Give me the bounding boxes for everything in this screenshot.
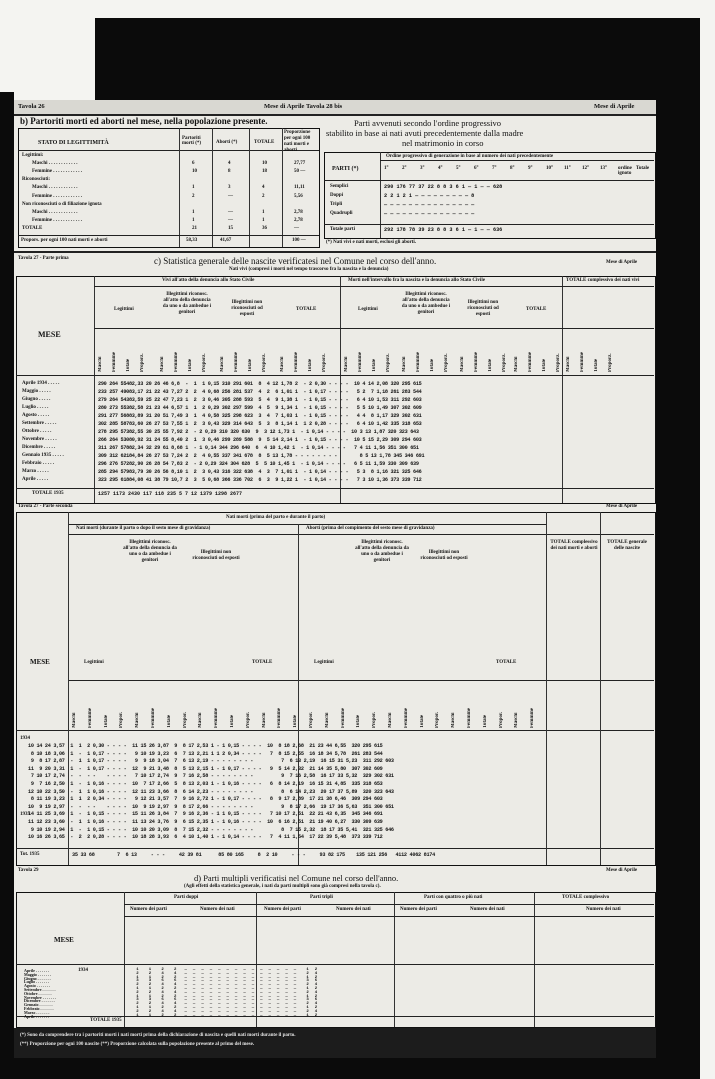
sec-c-month: Aprile 1934 . . . . . (22, 381, 60, 386)
sec-d-month: Novembre . . . . . . . (24, 994, 56, 1000)
sec-c-vcol: Maschi (344, 356, 349, 372)
sec-c2-data-row: 11 9 20 3,31 1 - 1 0,17 - - - - 12 9 21 3,48 8 5 13 2,15 1 - 1 0,17 - - - - 9 5 14 2,32 21 14 35 5,80 307 302 609 (28, 765, 383, 772)
sec-c-vcol: Totale (308, 358, 313, 372)
sec-d-title: d) Parti multipli verificatisi nel Comune nel corso dell'anno. (194, 873, 399, 883)
sec-c-totale-2: TOTALE (526, 307, 547, 312)
sec-d-g4: TOTALE complessivo (562, 895, 610, 900)
parti-row-values: 290 176 77 37 22 8 8 3 6 1 — 1 — — 628 (384, 184, 503, 190)
sec-c2-vcol: Femmine (214, 708, 220, 728)
sec-c-month: Settembre . . . . . (22, 421, 57, 426)
secb-cell-propor: 50 — (294, 169, 306, 175)
parti-title-3: nel matrimonio in corso (402, 138, 484, 148)
col-aborti: Aborti (*) (216, 140, 238, 145)
sec-d-month: Dicembre . . . . . . . (24, 998, 55, 1004)
sec-c2-data-row: 14 11 25 3,69 1 - 1 0,15 - - - - 15 11 26 3,84 7 9 16 2,36 - 1 1 0,15 - - - - 7 10 17 2,51 22 21 43 6,35 345 346 691 (28, 811, 383, 818)
sec-c-month: Luglio . . . . . (22, 405, 49, 410)
sec-c-month: Giugno . . . . . (22, 397, 51, 402)
secb-cell-totale: 2 (262, 193, 265, 199)
sec-d-month: Giugno . . . . . . . (24, 975, 51, 981)
sec-c-subtitle: Nati vivi (compresi i morti nel tempo trascorso fra la nascita e la denuncia) (229, 267, 389, 272)
sec-d-data-row: 2 2 4 4 — — — — — — — — — — — — — — 2 4 (132, 990, 317, 995)
sec-d-month: Ottobre . . . . . . . (24, 990, 52, 996)
sec-c-title: c) Statistica generale delle nascite verificatesi nel Comune nel corso dell'anno. (154, 256, 437, 266)
sec-c2-totale: TOTALE (252, 660, 273, 665)
sec-c2-vcol: Maschi (135, 712, 141, 728)
sec-d-month: Gennaio . . . . . . . (24, 1002, 53, 1008)
parti-title-1: Parti avvenuti secondo l'ordine progressivo (354, 118, 501, 128)
sec-c2-vcol: Propor. (498, 712, 504, 728)
sec-c-month: Aprile . . . . . (22, 477, 49, 482)
sec-c-data-row: 285 294 57983,79 30 26 56 8,10 1 2 3 0,43 316 322 638 4 3 7 1,01 1 - 1 0,14 - - - - 5 3 8 1,16 321 325 646 (98, 469, 422, 475)
parti-col-header: 2° (402, 166, 407, 171)
parti-col-header: 11° (564, 166, 571, 171)
sec-d-mese: MESE (54, 936, 74, 944)
sec-c-data-row: 278 295 57382,55 30 25 55 7,92 2 - 2 0,29 310 320 630 9 3 12 1,73 1 - 1 0,14 - - - - 10 3 13 1,87 320 323 643 (98, 429, 419, 435)
sec-c-vcol: Proporz. (202, 353, 207, 372)
secb-cell-aborti: 3 (228, 185, 231, 191)
header-tavola-left: Tavola 26 (18, 103, 45, 110)
secb-cell-totale: 10 (262, 161, 267, 167)
secb-cell-partoriti: 21 (192, 225, 197, 231)
propor-c: 100 — (292, 238, 306, 243)
sec-d-data-row: 3 3 6 6 — — — — — — — — — — — — — — 3 6 (132, 998, 317, 1003)
sec-c2-vcol: Totale (482, 714, 488, 728)
parti-col-header: 6° (474, 166, 479, 171)
sec-c-vcol: Proporz. (386, 353, 391, 372)
sec-c-totale: TOTALE (296, 307, 317, 312)
parti-col-header: 13° (600, 166, 607, 171)
sec-d-sub-nati-3: Numero dei nati (470, 907, 505, 912)
sec-d-sub-nati-4: Numero dei nati (586, 907, 621, 912)
sec-c-vcol: Proporz. (502, 353, 507, 372)
sec-d-month: Luglio . . . . . . . (24, 979, 50, 985)
sec-c2-tot-label: Tot. 1935 (20, 852, 40, 857)
sec-c-vcol: Proporz. (444, 353, 449, 372)
parti-row-label: Tripli (330, 202, 343, 207)
sec-d-data-row: 1 1 2 2 — — — — — — — — — — — — — — 1 2 (132, 994, 317, 999)
secb-cell-totale: 1 (262, 217, 265, 223)
sec-c2-vcol: Propor. (372, 712, 378, 728)
sec-c-vcol: Femmine (580, 352, 585, 372)
sec-c2-g4: TOTALE generale delle nascite (607, 540, 647, 551)
sec-c-vcol: Maschi (280, 356, 285, 372)
sec-c2-g2: Aborti (prima del compimento del sesto mese di gravidanza) (306, 526, 435, 531)
sec-d-data-row: 3 3 6 6 — — — — — — — — — — — — — — 3 6 (132, 979, 317, 984)
sec-c-vcol: Maschi (566, 356, 571, 372)
sec-c-vcol: Totale (126, 358, 131, 372)
sec-d-data-row: 2 2 4 4 — — — — — — — — — — — — — — 2 4 (132, 1009, 317, 1014)
secb-row-label: Maschi . . . . . . . . . . . . (32, 185, 78, 191)
sec-d-g1: Parti doppi (174, 895, 199, 900)
parti-row-values: — — — — — — — — — — — — — — — (384, 202, 475, 208)
sec-c2-vcol: Femmine (530, 708, 536, 728)
col-stato: STATO DI LEGITTIMITÀ (38, 140, 109, 146)
sec-d-data-row: 1 1 2 2 — — — — — — — — — — — — — — 1 2 (132, 1013, 317, 1018)
propor-b: 41,67 (220, 238, 232, 243)
sec-c-vcol: Totale (594, 358, 599, 372)
parti-row-values: 292 178 78 39 23 8 8 3 6 1 — 1 — — 636 (384, 227, 503, 233)
footnote-1: (*) Sono da comprendere tra i partoriti morti i nati morti prima della dichiarazione di nascita e quelli nati morti durante il parto. (20, 1033, 296, 1038)
sec-d-table (16, 892, 656, 1028)
sec-d-year: 1934 (78, 968, 88, 973)
sec-c2-data-row: 10 9 19 2,97 - - - - - - - - 10 9 19 2,97 9 8 17 2,66 - - - - - - - - 9 8 17 2,66 19 17 36 5,63 351 300 651 (28, 803, 394, 810)
sec-c2-vcol: Maschi (198, 712, 204, 728)
sec-c2-vcol: Totale (103, 714, 109, 728)
parti-col-header: 12° (582, 166, 589, 171)
sec-c-vcol: Totale (372, 358, 377, 372)
parti-row-label: Quadrupli (330, 211, 353, 216)
sec-c-ill-ric-2: Illegittimi riconosc. all'atto della denuncia da uno o da ambedue i genitori (401, 292, 451, 315)
sec-c-data-row: 233 257 49083,17 21 22 43 7,27 2 2 4 0,68 256 281 537 4 2 6 1,01 1 - 1 0,17 - - - - 5 2 7 1,18 261 283 544 (98, 389, 422, 395)
secb-cell-aborti: 4 (228, 161, 231, 167)
sec-c2-vcol: Propor. (309, 712, 314, 728)
sec-c-vcol: Femmine (294, 352, 299, 372)
sec-c-vcol: Totale (488, 358, 493, 372)
sec-d-data-row: 1 1 2 2 — — — — — — — — — — — — — — 1 2 (132, 968, 317, 972)
sec-d-data-row: 1 1 2 2 — — — — — — — — — — — — — — 1 2 (132, 987, 317, 991)
secb-cell-totale: 36 (262, 225, 267, 231)
secb-cell-aborti: 8 (228, 169, 231, 175)
sec-c2-ill-non-2: Illegittimi non riconosciuti od esposti (420, 550, 468, 561)
sec-c-vcol: Maschi (514, 356, 519, 372)
sec-c2-vcol: Femmine (467, 708, 472, 728)
sec-d-totale: TOTALE 1935 (90, 1018, 122, 1023)
sec-c2-vcol: Maschi (72, 712, 77, 728)
sec-c2-vcol: Totale (230, 714, 235, 728)
sec-c2-data-row: 8 10 18 3,06 1 - 1 0,17 - - - - 9 10 19 3,23 6 7 13 2,21 1 1 2 0,34 - - - - 7 8 15 2,55 16 18 34 5,78 261 283 544 (28, 750, 383, 757)
sec-c2-data-row: 12 10 22 3,50 - 1 1 0,16 - - - - 12 11 23 3,66 8 6 14 2,23 - - - - - - - - 8 6 14 2,23 20 17 37 5,89 320 323 643 (28, 788, 394, 795)
sec-c2-total-row: 35 33 68 7 6 13 - - - 42 39 81 85 80 165 8 2 10 - - - 93 82 175 135 121 256 4112 4062 8174 (72, 852, 435, 858)
sec-c-vcol: Femmine (358, 352, 363, 372)
sec-d-data-row: 1 1 2 2 — — — — — — — — — — — — — — 1 2 (132, 975, 317, 980)
sec-c-legittimi: Legittimi (114, 307, 134, 312)
sec-d-month: Febbraio . . . . . . . (24, 1006, 54, 1011)
sec-d-subtitle: (Agli effetti della statistica generale, i nati da parti multipli sono già compresi nella tavola c). (184, 884, 381, 889)
sec-c2-data-row: 10 14 24 3,57 1 1 2 0,30 - - - - 11 15 26 3,87 9 8 17 2,53 1 - 1 0,15 - - - - 10 8 18 2,68 21 23 44 6,55 320 295 615 (28, 743, 383, 749)
sec-c-month: Marzo . . . . . (22, 469, 49, 474)
secb-row-label: Femmine . . . . . . . . . . . . (32, 193, 82, 199)
sec-c2-vcol: Femmine (87, 708, 93, 728)
sec-c2-data-row: 11 12 23 3,60 - 1 1 0,16 - - - - 11 13 24 3,76 9 6 15 2,35 1 - 1 0,16 - - - - 10 6 16 2,51 21 19 40 6,27 330 309 639 (28, 819, 383, 825)
sec-c2-g3: TOTALE complessivo dei nati morti e aborti (550, 540, 598, 551)
sec-c2-vcol: Propor. (435, 712, 441, 728)
sec-c2-vcol: Totale (166, 714, 172, 728)
top-white-margin (0, 0, 95, 95)
parti-subheader: Ordine progressivo di generazione in base al numero dei nati precedentemente (386, 154, 554, 159)
secb-cell-propor: 2,78 (294, 217, 303, 223)
sec-c-month: Dicembre . . . . . (22, 445, 56, 450)
sec-c-month: Agosto . . . . . (22, 413, 50, 418)
secb-row-label: Femmine . . . . . . . . . . . . (32, 217, 82, 223)
sec-c-month: Febbraio . . . . . (22, 461, 54, 466)
sec-c2-vcol: Maschi (451, 712, 457, 728)
sec-c-data-row: 280 273 55382,58 21 23 44 6,57 1 1 2 0,29 302 297 599 4 5 9 1,34 1 - 1 0,15 - - - - 5 5 10 1,49 307 302 609 (98, 405, 422, 411)
sec-c2-ill-ric-2: Illegittimi riconosc. all'atto della denuncia da uno o da ambedue i genitori (355, 540, 409, 563)
sec-c2-ill-non: Illegittimi non riconosciuti od esposti (192, 550, 240, 561)
secb-cell-propor: 27,77 (294, 161, 306, 167)
sec-c-vcol: Totale (188, 358, 193, 372)
section-b-title: b) Partoriti morti ed aborti nel mese, nella popolazione presente. (20, 116, 268, 126)
sec-d-month: Aprile . . . . . . . (24, 968, 49, 973)
sec-d-g3: Parti con quattro o più nati (424, 895, 483, 900)
secb-cell-totale: 4 (262, 185, 265, 191)
col-propor: Proporzione per ogni 100 nati morti e aborti (284, 130, 311, 153)
sec-c2-vcol: Propor. (245, 712, 251, 728)
sec-c2-vcol: Totale (293, 714, 299, 728)
sec-c-month: Novembre . . . . . (22, 437, 57, 442)
sec-c-vcol: Maschi (98, 356, 103, 372)
parti-col-header: 7° (492, 166, 497, 171)
sec-d-data-row: 2 2 4 4 — — — — — — — — — — — — — — 2 4 (132, 971, 317, 976)
sec-c-tavola: Tavola 27 - Parte prima (18, 256, 69, 261)
sec-c2-vcol: Totale (419, 714, 425, 728)
sec-c2-vcol: Femmine (340, 708, 346, 728)
sec-c2-vcol: Maschi (514, 712, 520, 728)
sec-c-data-row: 311 267 57882,34 32 29 61 8,68 1 - 1 0,14 344 296 640 6 4 10 1,42 1 - 1 0,14 - - - - 7 4 11 1,56 351 300 651 (98, 445, 419, 451)
sec-c-vcol: Proporz. (140, 353, 145, 372)
secb-cell-partoriti: 1 (192, 217, 195, 223)
sec-c2-ill-ric: Illegittimi riconosc. all'atto della denuncia da uno o da ambedue i genitori (123, 540, 177, 563)
header-right: Mese di Aprile (594, 103, 635, 110)
sec-c-data-row: 309 312 62184,84 26 27 53 7,24 2 2 4 0,55 337 341 678 8 5 13 1,78 - - - - - - - - 8 5 13 1,78 345 346 691 (98, 453, 425, 459)
sec-d-month: Settembre . . . . . . . (24, 987, 56, 992)
sec-c-data-row: 323 295 61884,08 41 38 79 10,7 2 3 5 0,68 366 336 702 6 3 9 1,22 1 - 1 0,14 - - - - 7 3 10 1,36 373 339 712 (98, 477, 422, 483)
sec-c-vcol: Maschi (160, 356, 165, 372)
sec-c-vcol: Femmine (416, 352, 421, 372)
sec-c-vcol: Maschi (220, 356, 225, 372)
sec-c-vcol: Totale (430, 358, 435, 372)
parti-row-values: — — — — — — — — — — — — — — — (384, 211, 475, 217)
sec-c2-vcol: Femmine (277, 708, 283, 728)
sec-c2-vcol: Totale (356, 714, 362, 728)
sec-d-sub-parti-1: Numero dei parti (130, 907, 167, 912)
sec-c-mese: MESE (38, 330, 61, 339)
sec-c-month: Gennaio 1935 . . . . . (22, 453, 64, 458)
secb-cell-partoriti: 10 (192, 169, 197, 175)
parti-col-header: 8° (510, 166, 515, 171)
secb-cell-propor: 11,11 (294, 185, 305, 191)
secb-cell-aborti: — (228, 209, 233, 215)
sec-c2-vcol: Maschi (261, 712, 267, 728)
secb-row-label: Non riconosciuti o di filiazione ignota (22, 201, 102, 207)
sec-c2-year2: 1935 (20, 812, 30, 817)
sec-c-data-row: 291 277 56883,89 31 20 51 7,49 3 1 4 0,58 325 298 623 3 4 7 1,03 1 - 1 0,15 - - - - 4 4 8 1,17 329 302 631 (98, 413, 422, 419)
secb-row-label: TOTALE (22, 225, 43, 231)
sec-c-vcol: Proporz. (608, 353, 613, 372)
parti-row-values: 2 2 1 2 1 — — — — — — — — — 8 (384, 193, 475, 199)
parti-col-header: 3° (420, 166, 425, 171)
sec-c-vcol: Femmine (174, 352, 179, 372)
sec-d-sub-parti-3: Numero dei parti (400, 907, 437, 912)
sec-c-vcol: Totale (542, 358, 547, 372)
secb-cell-propor: — (294, 225, 299, 231)
secb-cell-partoriti: 1 (192, 185, 195, 191)
sec-c-total-row: 1257 1173 2430 117 118 235 5 7 12 1379 1298 2677 (98, 491, 243, 497)
sec-c-g3: TOTALE complessivo dei nati vivi (566, 278, 640, 283)
secb-row-label: Femmine . . . . . . . . . . . . (32, 169, 82, 175)
sec-c2-right: Mese di Aprile (606, 504, 638, 509)
parti-col-header: 10° (546, 166, 553, 171)
sec-c2-vcol: Propor. (119, 712, 125, 728)
sec-c-vcol: Femmine (528, 352, 533, 372)
scan-dark-border-top (95, 18, 700, 108)
secb-cell-aborti: — (228, 193, 233, 199)
sec-c-month: Ottobre . . . . . (22, 429, 52, 434)
sec-c-ill-non-2: Illegittimi non riconosciuti od esposti (467, 300, 499, 317)
sec-c-ill-non: Illegittimi non riconosciuti od esposti (231, 300, 263, 317)
secb-cell-totale: 1 (262, 209, 265, 215)
scan-dark-border-bottom (0, 1058, 700, 1079)
secb-cell-partoriti: 6 (192, 161, 195, 167)
sec-c2-year1: 1934 (20, 736, 30, 741)
sec-c2-data-row: 9 10 19 2,94 1 - 1 0,15 - - - - 10 10 20 3,09 8 7 15 2,32 - - - - - - - - 8 7 15 2,32 18 17 35 5,41 321 325 646 (28, 826, 394, 833)
parti-col-header: 4° (438, 166, 443, 171)
sec-c2-vcol: Maschi (324, 712, 330, 728)
sec-c-legittimi-2: Legittimi (358, 307, 378, 312)
sec-c2-vcol: Femmine (151, 708, 156, 728)
sec-c-month: Maggio . . . . . (22, 389, 51, 394)
sec-d-right: Mese di Aprile (606, 868, 638, 873)
sec-c2-g1: Nati morti (durante il parto o dopo il sesto mese di gravidanza) (76, 526, 211, 531)
secb-row-label: Riconosciuti: (22, 177, 51, 183)
sec-c-g1: Vivi all'atto della denuncia allo Stato Civile (162, 278, 255, 283)
sec-c-vcol: Proporz. (262, 353, 267, 372)
parti-title-2: stabilito in base ai nati avuti precedentemente dalla madre (326, 128, 524, 138)
sec-c2-vcol: Propor. (182, 712, 188, 728)
secb-cell-aborti: 15 (228, 225, 233, 231)
parti-row-label: Semplici (330, 184, 349, 189)
parti-col-header: Totale (636, 166, 650, 171)
sec-c-vcol: Proporz. (556, 353, 561, 372)
sec-d-data-row: 1 1 2 2 — — — — — — — — — — — — — — 1 2 (132, 1006, 317, 1010)
scan-dark-border-right (656, 95, 700, 1060)
sec-d-tavola: Tavola 29 (18, 868, 39, 873)
sec-c2-g0: Nati morti (prima del parto e durante il parto) (226, 515, 326, 520)
sec-c-data-row: 296 276 57282,90 26 28 54 7,83 2 - 2 0,29 324 304 628 5 5 10 1,45 1 - 1 0,14 - - - - 6 5 11 1,59 330 309 639 (98, 461, 419, 467)
sec-d-month: Marzo . . . . . . . (24, 1009, 50, 1015)
parti-row-label: Totale parti (330, 227, 355, 232)
parti-note: (*) Nati vivi e nati morti, esclusi gli aborti. (326, 240, 416, 245)
sec-c2-data-row: 8 11 19 3,23 1 1 2 0,34 - - - - 9 12 21 3,57 7 9 16 2,72 1 - 1 0,17 - - - - 8 9 17 2,89 17 21 38 6,46 309 294 603 (28, 796, 383, 803)
secb-cell-aborti: — (228, 217, 233, 223)
parti-col-header: ordine ignoto (618, 166, 632, 176)
header-center: Mese di Aprile Tavola 28 bis (264, 103, 343, 110)
sec-d-data-row: 2 2 4 4 — — — — — — — — — — — — — — 2 4 (132, 1002, 317, 1007)
secb-row-label: Maschi . . . . . . . . . . . . (32, 161, 78, 167)
secb-cell-partoriti: 1 (192, 209, 195, 215)
sec-d-sub-parti-2: Numero dei parti (264, 907, 301, 912)
secb-cell-propor: 2,78 (294, 209, 303, 215)
secb-row-label: Legittimi: (22, 153, 44, 158)
sec-c2-tavola: Tavola 27 - Parte seconda (18, 504, 73, 509)
sec-c2-data-row: 9 7 16 2,50 1 - 1 0,16 - - - - 10 7 17 2,66 5 8 13 2,03 1 - 1 0,16 - - - - 6 8 14 2,19 16 15 31 4,85 335 318 653 (28, 781, 383, 787)
sec-c-vcol: Totale (248, 358, 253, 372)
sec-c-g2: Morti nell'intervallo fra la nascita e la denuncia allo Stato Civile (348, 278, 485, 283)
propor-label: Propors. per ogni 100 nati morti e aborti (21, 238, 108, 243)
sec-d-sub-nati-2: Numero dei nati (336, 907, 371, 912)
sec-c2-legittimi-2: Legittimi (314, 660, 334, 665)
sec-c-ill-ric: Illegittimi riconosc. all'atto della denuncia da uno o da ambedue i genitori (162, 292, 212, 315)
scan-dark-border-left (0, 92, 14, 1067)
sec-c2-data-row: 9 8 17 2,87 - 1 1 0,17 - - - - 9 9 18 3,04 7 6 13 2,19 - - - - - - - - 7 6 13 2,19 16 15 31 5,23 311 292 603 (28, 758, 394, 765)
propor-a: 58,33 (186, 238, 198, 243)
sec-d-g2: Parti tripli (310, 895, 333, 900)
sec-c2-vcol: Femmine (403, 708, 409, 728)
sec-d-month: Maggio . . . . . . . (24, 971, 51, 977)
secb-cell-totale: 18 (262, 169, 267, 175)
parti-col-header: 1° (384, 166, 389, 171)
sec-c-vcol: Femmine (234, 352, 239, 372)
parti-col-label: PARTI (*) (332, 166, 359, 172)
sec-c2-data-row: 10 16 26 3,65 - 2 2 0,28 - - - - 10 18 28 3,93 6 4 10 1,40 1 - 1 0,14 - - - - 7 4 11 1,54 17 22 39 5,48 373 339 712 (28, 834, 383, 841)
sec-d-month: Agosto . . . . . . . (24, 983, 50, 989)
sec-c-vcol: Proporz. (322, 353, 327, 372)
sec-c-data-row: 266 264 53080,92 31 24 55 8,40 2 1 3 0,46 299 289 588 9 5 14 2,14 1 - 1 0,15 - - - - 10 5 15 2,29 309 294 603 (98, 437, 422, 443)
secb-cell-propor: 5,56 (294, 193, 303, 199)
sec-c2-vcol: Maschi (388, 712, 393, 728)
sec-c-total-label: TOTALE 1935 (32, 491, 64, 496)
sec-c-vcol: Femmine (112, 352, 117, 372)
sec-d-data-row: 2 2 4 4 — — — — — — — — — — — — — — 2 4 (132, 983, 317, 988)
sec-d-sub-nati-1: Numero dei nati (200, 907, 235, 912)
col-partoriti: Partoriti morti (*) (182, 136, 202, 146)
sec-c-vcol: Maschi (460, 356, 465, 372)
col-totale: TOTALE (254, 140, 275, 145)
sec-d-month: Aprile . . . . . . . (24, 1013, 49, 1019)
secb-row-label: Maschi . . . . . . . . . . . . (32, 209, 78, 215)
parti-col-header: 5° (456, 166, 461, 171)
document-page (14, 100, 656, 1058)
sec-c2-totale-2: TOTALE (496, 660, 517, 665)
sec-c-data-row: 290 264 55482,33 20 26 46 6,8 - 1 1 0,15 310 291 601 8 4 12 1,78 2 - 2 0,30 - - - - 10 4 14 2,08 320 295 615 (98, 381, 422, 387)
sec-c2-data-row: 7 10 17 2,74 - - - - - - - - 7 10 17 2,74 9 7 16 2,58 - - - - - - - - 9 7 16 2,58 16 17 33 5,32 329 302 631 (28, 773, 394, 780)
sec-c2-legittimi: Legittimi (84, 660, 104, 665)
footnote-2: (**) Proporzione per ogni 100 nascite (**) Proporzione calcolata sulla popolazione presente al primo del mese. (20, 1042, 255, 1047)
page-header (14, 100, 656, 114)
sec-c2-mese: MESE (30, 658, 50, 666)
sec-c-vcol: Femmine (474, 352, 479, 372)
parti-row-label: Doppi (330, 193, 344, 198)
parti-col-header: 9° (528, 166, 533, 171)
sec-c-data-row: 302 285 58783,60 26 27 53 7,55 1 2 3 0,43 329 314 643 5 3 8 1,14 1 1 2 0,28 - - - - 6 4 10 1,42 335 318 653 (98, 421, 422, 427)
sec-c-data-row: 279 264 54383,59 25 22 47 7,23 1 2 3 0,46 305 288 593 5 4 9 1,38 1 - 1 0,15 - - - - 6 4 10 1,53 311 292 603 (98, 397, 422, 403)
secb-cell-partoriti: 2 (192, 193, 195, 199)
sec-c-vcol: Maschi (402, 356, 407, 372)
sec-c-right: Mese di Aprile (606, 260, 638, 265)
